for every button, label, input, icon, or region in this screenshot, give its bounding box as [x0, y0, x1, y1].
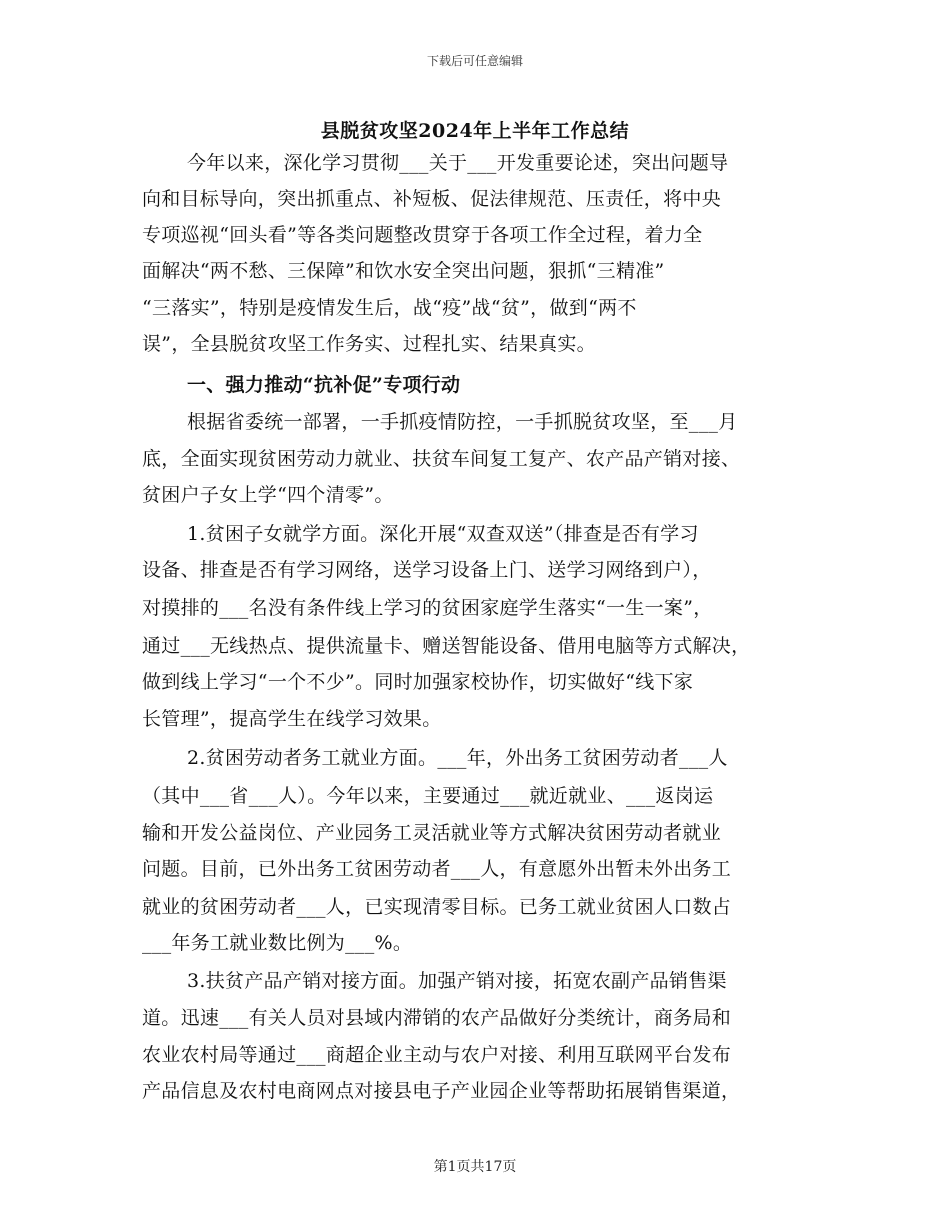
paragraph-line: （其中___省___人）。今年以来，主要通过___就近就业、___返岗运	[142, 785, 714, 807]
paragraph-line: 产品信息及农村电商网点对接县电子产业园企业等帮助拓展销售渠道，	[142, 1080, 741, 1102]
section-heading: 一、强力推动“抗补促”专项行动	[187, 374, 461, 396]
header-note: 下载后可任意编辑	[426, 54, 523, 68]
paragraph-line: 向和目标导向，突出抓重点、补短板、促法律规范、压责任，将中央	[142, 188, 722, 210]
paragraph-line: 设备、排查是否有学习网络，送学习设备上门、送学习网络到户），	[142, 559, 712, 581]
paragraph-line: 面解决“两不愁、三保障”和饮水安全突出问题，狠抓“三精准”	[142, 260, 665, 282]
paragraph-line: 通过___无线热点、提供流量卡、赠送智能设备、借用电脑等方式解决，	[142, 635, 751, 657]
paragraph-line: 对摸排的___名没有条件线上学习的贫困家庭学生落实“一生一案”，	[142, 597, 713, 619]
paragraph-line: ___年务工就业数比例为___%。	[142, 932, 413, 954]
paragraph-line: 3.扶贫产品产销对接方面。加强产销对接，拓宽农副产品销售渠	[187, 970, 727, 992]
paragraph-line: 问题。目前，已外出务工贫困劳动者___人，有意愿外出暂未外出务工	[142, 858, 732, 880]
paragraph-line: 就业的贫困劳动者___人，已实现清零目标。已务工就业贫困人口数占	[142, 896, 732, 918]
paragraph-line: 长管理”，提高学生在线学习效果。	[142, 708, 442, 730]
paragraph-line: 根据省委统一部署，一手抓疫情防控，一手抓脱贫攻坚，至___月	[187, 411, 738, 433]
paragraph-line: 1.贫困子女就学方面。深化开展“双查双送”（排查是否有学习	[187, 523, 699, 545]
paragraph-line: 底，全面实现贫困劳动力就业、扶贫车间复工复产、农产品产销对接、	[142, 448, 741, 470]
paragraph-line: 专项巡视“回头看”等各类问题整改贯穿于各项工作全过程，着力全	[142, 224, 703, 246]
paragraph-line: 做到线上学习“一个不少”。同时加强家校协作，切实做好“线下家	[142, 671, 694, 693]
paragraph-line: 今年以来，深化学习贯彻___关于___开发重要论述，突出问题导	[187, 152, 729, 174]
paragraph-line: 农业农村局等通过___商超企业主动与农户对接、利用互联网平台发布	[142, 1044, 732, 1066]
paragraph-line: 贫困户子女上学“四个清零”。	[142, 484, 394, 506]
paragraph-line: “三落实”，特别是疫情发生后，战“疫”战“贫”，做到“两不	[142, 297, 637, 319]
paragraph-line: 道。迅速___有关人员对县域内滞销的农产品做好分类统计，商务局和	[142, 1007, 732, 1029]
paragraph-line: 2.贫困劳动者务工就业方面。___年，外出务工贫困劳动者___人	[187, 747, 728, 769]
document-title: 县脱贫攻坚2024年上半年工作总结	[320, 120, 630, 142]
paragraph-line: 输和开发公益岗位、产业园务工灵活就业等方式解决贫困劳动者就业	[142, 822, 722, 844]
page-number: 第1页共17页	[433, 1159, 517, 1175]
paragraph-line: 误”，全县脱贫攻坚工作务实、过程扎实、结果真实。	[142, 333, 596, 355]
